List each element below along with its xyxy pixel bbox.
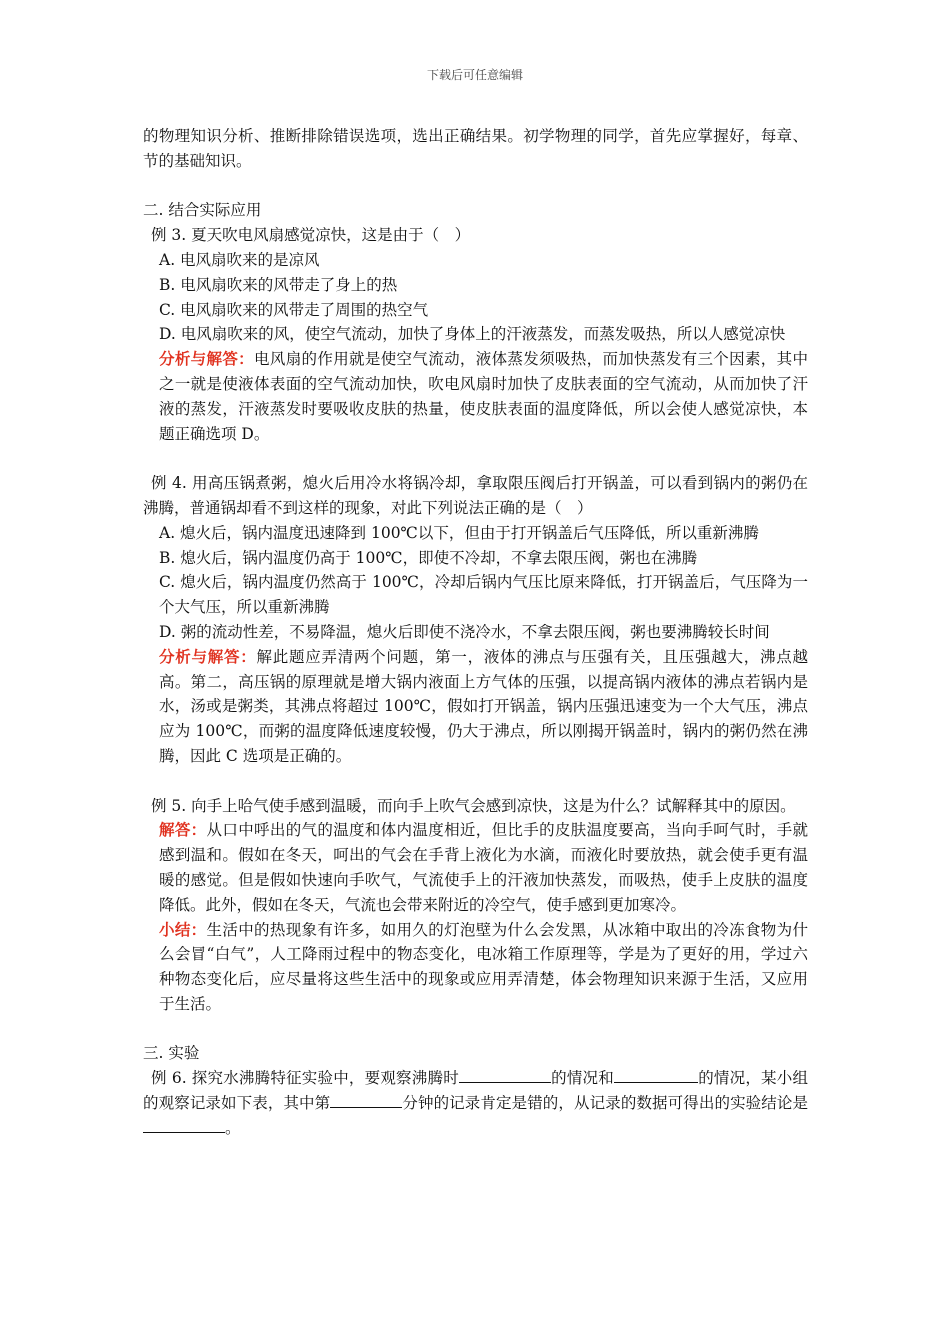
answer-blank-4	[143, 1117, 225, 1133]
example-4-analysis	[143, 645, 808, 769]
analysis-text: 解此题应弄清两个问题，第一，液体的沸点与压强有关，且压强越大，沸点越高。第二，高压锅的原理就是增大锅内液面上方气体的压强，以提高锅内液体的沸点若锅内是水，汤或是粥类，其沸点将超过 100℃，假如打开锅盖，锅内压强迅速变为一个大气压，沸点应为 100℃，而粥的温度降低速度较慢，仍大于沸点，所以刚揭开锅盖时，锅内的粥仍然在沸腾，因此 C 选项是正确的。	[159, 647, 808, 765]
summary-text: 生活中的热现象有许多，如用久的灯泡壁为什么会发黑，从冰箱中取出的冷冻食物为什么会冒“白气”，人工降雨过程中的物态变化，电冰箱工作原理等，学是为了更好的用，学过六种物态变化后，应尽量将这些生活中的现象或应用弄清楚，体会物理知识来源于生活，又应用于生活。	[159, 920, 808, 1013]
example-4-option-a: A. 熄火后，锅内温度迅速降到 100℃以下，但由于打开锅盖后气压降低，所以重新沸腾	[159, 523, 759, 542]
example-3-option-b: B. 电风扇吹来的风带走了身上的热	[159, 275, 398, 294]
example-5-question: 例 5. 向手上哈气使手感到温暖，而向手上吹气会感到凉快，这是为什么？试解释其中的原因。	[151, 796, 796, 815]
answer-blank-1	[459, 1067, 551, 1083]
analysis-label: 分析与解答：	[159, 646, 257, 666]
example-5-summary	[143, 918, 808, 1017]
example-4-option-d: D. 粥的流动性差，不易降温，熄火后即使不浇冷水，不拿去限压阀，粥也要沸腾较长时间	[159, 622, 770, 641]
answer-blank-3	[330, 1092, 402, 1108]
example-4-option-b: B. 熄火后，锅内温度仍高于 100℃，即使不冷却，不拿去限压阀，粥也在沸腾	[159, 548, 698, 567]
example-6-text-3: 的情况，某小组的观察记录如下表，其中第	[143, 1069, 808, 1113]
example-4-option-c: C. 熄火后，锅内温度仍然高于 100℃，冷却后锅内气压比原来降低，打开锅盖后，气压降为一个大气压，所以重新沸腾	[159, 573, 808, 617]
example-5-answer	[143, 818, 808, 917]
answer-label: 解答：	[159, 820, 207, 840]
page-header: 下载后可任意编辑	[426, 68, 523, 82]
section-3-title: 三. 实验	[143, 1044, 200, 1063]
example-3-option-a: A. 电风扇吹来的是凉风	[159, 250, 320, 269]
analysis-label: 分析与解答：	[159, 349, 255, 369]
answer-text: 从口中呼出的气的温度和体内温度相近，但比手的皮肤温度要高，当向手呵气时，手就感到温和。假如在冬天，呵出的气会在手背上液化为水滴，而液化时要放热，就会使手更有温暖的感觉。但是假如快速向手吹气，气流使手上的汗液加快蒸发，而吸热，使手上皮肤的温度降低。此外，假如在冬天，气流也会带来附近的冷空气，使手感到更加寒冷。	[159, 821, 808, 914]
example-6-text-1: 例 6. 探究水沸腾特征实验中，要观察沸腾时	[151, 1069, 459, 1088]
example-6-text-5: 。	[225, 1118, 241, 1137]
section-2-title: 二. 结合实际应用	[143, 201, 262, 220]
example-3-option-c: C. 电风扇吹来的风带走了周围的热空气	[159, 300, 429, 319]
example-6-question	[143, 1066, 808, 1140]
intro-paragraph: 的物理知识分析、推断排除错误选项，选出正确结果。初学物理的同学，首先应掌握好，每章、节的基础知识。	[143, 127, 808, 170]
answer-blank-2	[614, 1067, 698, 1083]
summary-label: 小结：	[159, 919, 207, 939]
example-6-text-2: 的情况和	[550, 1069, 614, 1088]
example-3-analysis	[143, 347, 808, 446]
example-6-text-4: 分钟的记录肯定是错的，从记录的数据可得出的实验结论是	[402, 1094, 808, 1113]
document-body	[143, 124, 808, 1141]
example-3-option-d: D. 电风扇吹来的风，使空气流动，加快了身体上的汗液蒸发，而蒸发吸热，所以人感觉凉快	[159, 325, 786, 344]
example-3-question: 例 3. 夏天吹电风扇感觉凉快，这是由于（ ）	[151, 226, 471, 245]
example-4-question: 例 4. 用高压锅煮粥，熄火后用冷水将锅冷却，拿取限压阀后打开锅盖，可以看到锅内的粥仍在沸腾，普通锅却看不到这样的现象，对此下列说法正确的是（ ）	[143, 474, 808, 517]
analysis-text: 电风扇的作用就是使空气流动，液体蒸发须吸热，而加快蒸发有三个因素，其中之一就是使液体表面的空气流动加快，吹电风扇时加快了皮肤表面的空气流动，从而加快了汗液的蒸发，汗液蒸发时要吸收皮肤的热量，使皮肤表面的温度降低，所以会使人感觉凉快，本题正确选项 D。	[159, 350, 808, 443]
